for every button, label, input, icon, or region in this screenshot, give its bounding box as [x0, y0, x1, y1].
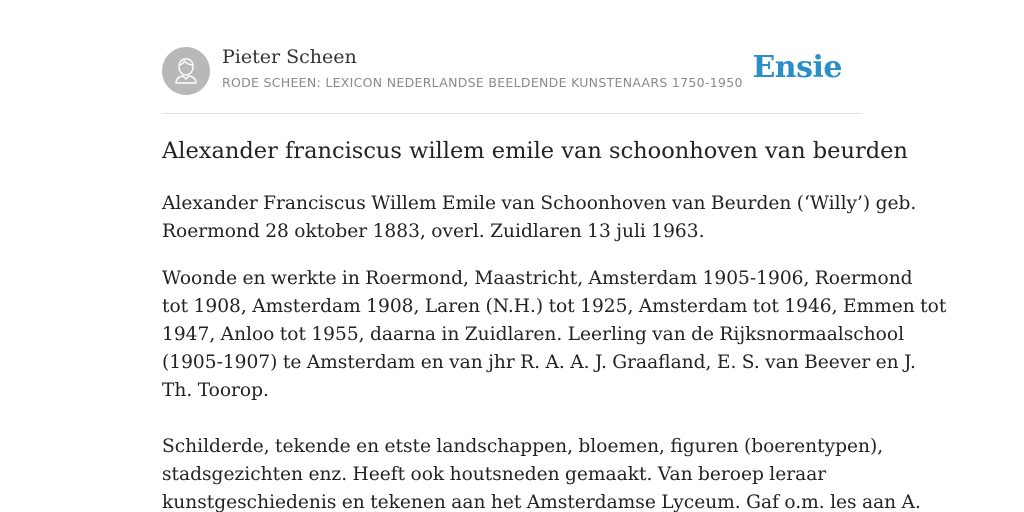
paragraph-line: Roermond 28 oktober 1883, overl. Zuidlaren 13 juli 1963. — [162, 221, 705, 242]
source-title[interactable]: RODE SCHEEN: LEXICON NEDERLANDSE BEELDENDE KUNSTENAARS 1750-1950 — [222, 75, 743, 90]
paragraph-line: (1905-1907) te Amsterdam en van jhr R. A. A. J. Graafland, E. S. van Beever en J. — [162, 352, 916, 373]
article-paragraph-1 — [162, 190, 917, 246]
paragraph-line: Th. Toorop. — [162, 380, 269, 401]
paragraph-line: 1947, Anloo tot 1955, daarna in Zuidlaren. Leerling van de Rijksnormaalschool — [162, 324, 905, 345]
paragraph-line: Schilderde, tekende en etste landschappen, bloemen, figuren (boerentypen), — [162, 436, 884, 457]
user-icon — [162, 47, 210, 95]
paragraph-line: kunstgeschiedenis en tekenen aan het Amsterdamse Lyceum. Gaf o.m. les aan A. — [162, 492, 921, 512]
article-paragraph-3 — [162, 433, 921, 512]
header-divider — [162, 113, 862, 114]
paragraph-line: Alexander Franciscus Willem Emile van Schoonhoven van Beurden (‘Willy’) geb. — [162, 193, 917, 214]
author-name[interactable]: Pieter Scheen — [222, 46, 357, 68]
article-title: Alexander franciscus willem emile van schoonhoven van beurden — [162, 138, 908, 164]
ensie-logo[interactable]: Ensie — [752, 50, 842, 85]
author-avatar[interactable] — [162, 47, 210, 95]
paragraph-line: tot 1908, Amsterdam 1908, Laren (N.H.) tot 1925, Amsterdam tot 1946, Emmen tot — [162, 296, 947, 317]
paragraph-line: stadsgezichten enz. Heeft ook houtsneden gemaakt. Van beroep leraar — [162, 464, 827, 485]
article-header — [162, 44, 862, 100]
paragraph-line: Woonde en werkte in Roermond, Maastricht, Amsterdam 1905-1906, Roermond — [162, 268, 913, 289]
article-paragraph-2 — [162, 265, 947, 405]
